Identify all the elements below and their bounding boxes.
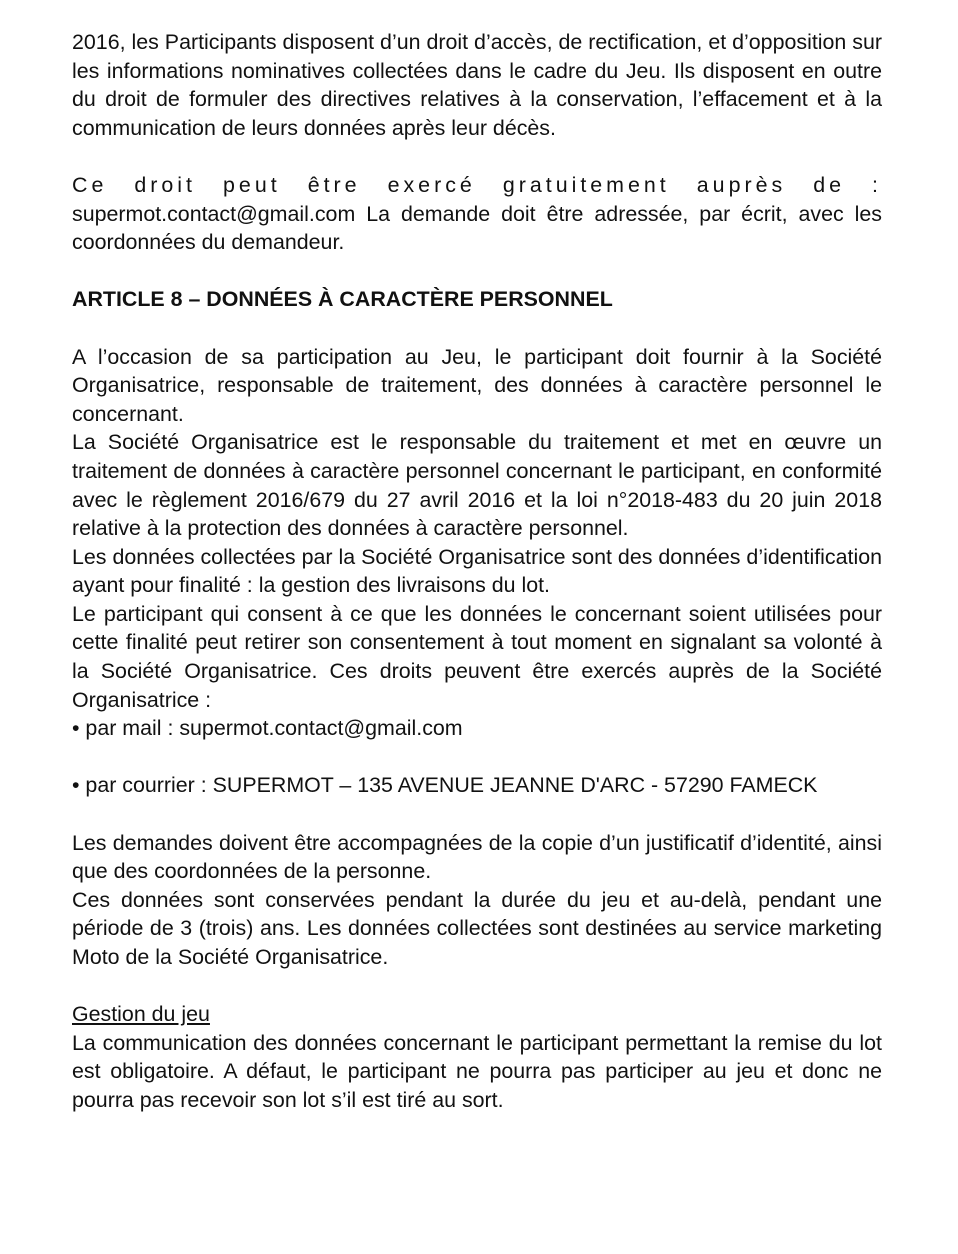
paragraph-mandatory-data: La communication des données concernant le participant permettant la remise du lot est obligatoire. A défaut, le participant ne pourra pas participer au jeu et donc ne pourra pas recevoir son lot s’il est tiré au sort. — [72, 1030, 882, 1112]
paragraph-participation: A l’occasion de sa participation au Jeu, le participant doit fournir à la Société Organisatrice, responsable de traitement, des données à caractère personnel le concernant. — [72, 344, 882, 426]
paragraph-exercise-right: Ce droit peut être exercé gratuitement auprès de : — [72, 172, 882, 197]
paragraph-data-rights: 2016, les Participants disposent d’un droit d’accès, de rectification, et d’opposition sur les informations nominatives collectées dans le cadre du Jeu. Ils disposent en outre du droit de formuler des directives relatives à la conservation, l’effacement et à la communication de leurs données après leur décès. — [72, 30, 882, 140]
spacer — [72, 743, 882, 772]
paragraph-controller: La Société Organisatrice est le responsable du traitement et met en œuvre un traitement de données à caractère personnel concernant le participant, en conformité avec le règlement 2016/679 du 27 avril 2016 et la loi n°2018-483 du 20 juin 2018 relative à la protection des données à caractère personnel. — [72, 430, 882, 541]
paragraph-contact-email: supermot.contact@gmail.com La demande doit être adressée, par écrit, avec les coordonnées du demandeur. — [72, 201, 882, 255]
bullet-mail: • par mail : supermot.contact@gmail.com — [72, 716, 463, 741]
game-management-subheading: Gestion du jeu — [72, 1002, 210, 1027]
paragraph-retention: Ces données sont conservées pendant la durée du jeu et au-delà, pendant une période de 3 (trois) ans. Les données collectées sont destinées au service marketing Moto de la Société Organisatrice. — [72, 887, 882, 969]
spacer — [72, 972, 882, 1001]
document-page — [72, 28, 882, 1115]
spacer — [72, 257, 882, 286]
spacer — [72, 142, 882, 171]
paragraph-consent: Le participant qui consent à ce que les données le concernant soient utilisées pour cette finalité peut retirer son consentement à tout moment en signalant sa volonté à la Société Organisatrice. Ces droits peuvent être exercés auprès de la Société Organisatrice : — [72, 601, 882, 712]
spacer — [72, 314, 882, 343]
article-8-heading: ARTICLE 8 – DONNÉES À CARACTÈRE PERSONNEL — [72, 287, 613, 312]
paragraph-collected-data: Les données collectées par la Société Organisatrice sont des données d’identification ayant pour finalité : la gestion des livraisons du lot. — [72, 544, 882, 598]
paragraph-requests: Les demandes doivent être accompagnées de la copie d’un justificatif d’identité, ainsi que des coordonnées de la personne. — [72, 830, 882, 884]
bullet-postal: • par courrier : SUPERMOT – 135 AVENUE JEANNE D'ARC - 57290 FAMECK — [72, 773, 818, 798]
spacer — [72, 800, 882, 829]
